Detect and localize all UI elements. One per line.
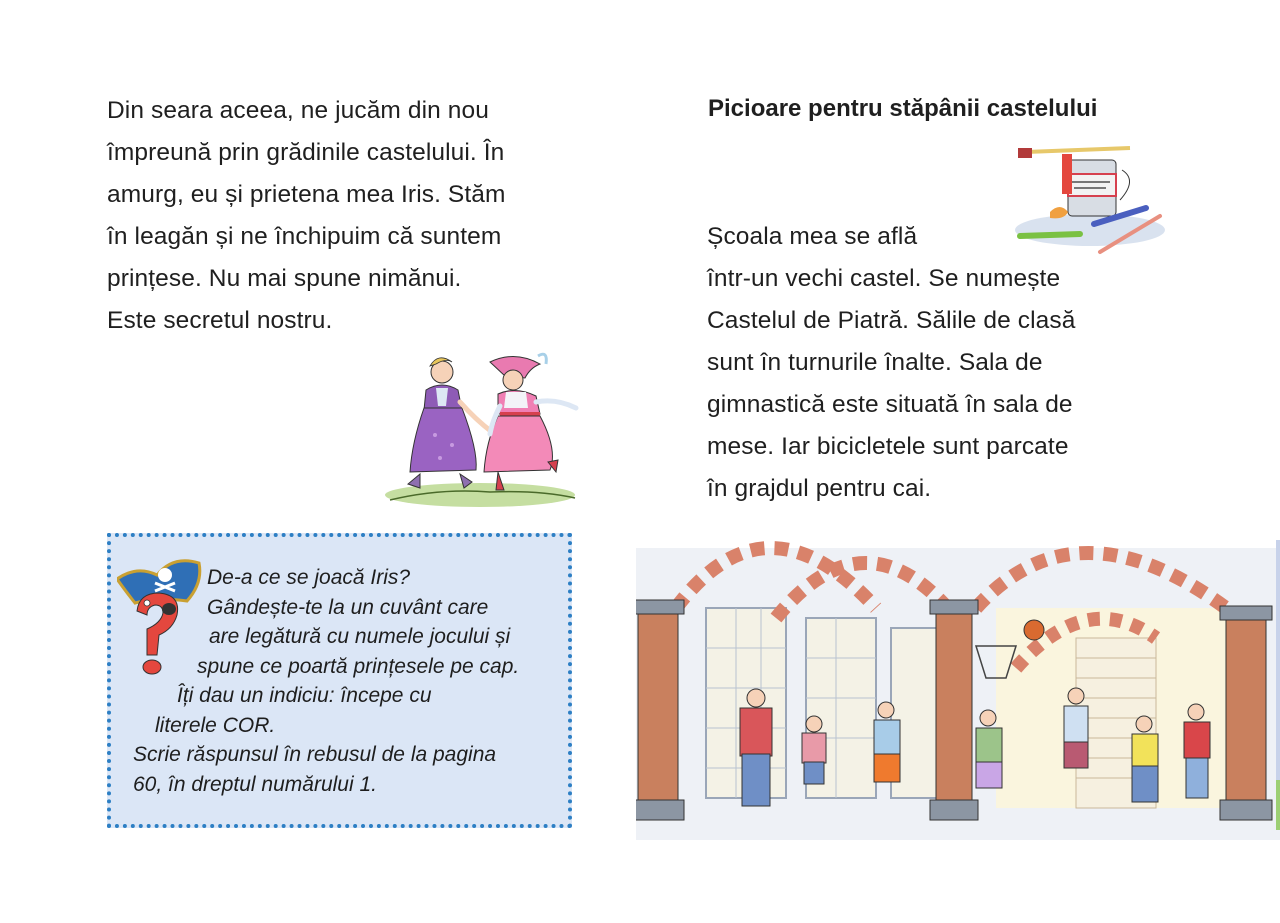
story-line: Este secretul nostru. xyxy=(107,307,333,334)
story-line: amurg, eu și prietena mea Iris. Stăm xyxy=(107,181,506,208)
edge-strip xyxy=(1276,780,1280,830)
story-line: mese. Iar bicicletele sunt parcate xyxy=(707,433,1069,460)
story-paragraph-right xyxy=(707,258,1075,510)
quiz-line: Gândește-te la un cuvânt care xyxy=(207,595,489,619)
story-line: Din seara aceea, ne jucăm din nou xyxy=(107,97,489,124)
princesses-illustration xyxy=(380,350,585,510)
story-line: Castelul de Piatră. Sălile de clasă xyxy=(707,307,1076,334)
story-line: în grajdul pentru cai. xyxy=(707,475,932,502)
quiz-line: Îți dau un indiciu: începe cu xyxy=(177,684,432,707)
story-line: Școala mea se află xyxy=(707,223,918,250)
story-line: prințese. Nu mai spune nimănui. xyxy=(107,265,462,292)
quiz-line: De-a ce se joacă Iris? xyxy=(207,566,411,589)
story-line: gimnastică este situată în sala de xyxy=(707,391,1073,418)
pirate-question-mark-icon xyxy=(117,557,207,677)
quiz-line: Scrie răspunsul în rebusul de la pagina xyxy=(133,743,497,766)
quiz-line: are legătură cu numele jocului și xyxy=(209,625,511,648)
edge-strip xyxy=(1276,540,1280,780)
quiz-line: spune ce poartă prințesele pe cap. xyxy=(197,654,520,678)
story-line: sunt în turnurile înalte. Sala de xyxy=(707,349,1043,376)
story-paragraph-left xyxy=(107,90,505,342)
page-heading: Picioare pentru stăpânii castelului xyxy=(708,95,1098,122)
quiz-line: literele COR. xyxy=(155,713,276,737)
story-line: în leagăn și ne închipuim că suntem xyxy=(107,223,502,250)
castle-gym-illustration xyxy=(636,528,1280,840)
story-line: într-un vechi castel. Se numește xyxy=(707,265,1061,292)
story-line: împreună prin grădinile castelului. În xyxy=(107,139,505,166)
paint-can-illustration xyxy=(1010,140,1170,255)
quiz-box xyxy=(107,533,572,828)
quiz-line: 60, în dreptul numărului 1. xyxy=(133,772,377,796)
story-first-line xyxy=(707,216,917,258)
